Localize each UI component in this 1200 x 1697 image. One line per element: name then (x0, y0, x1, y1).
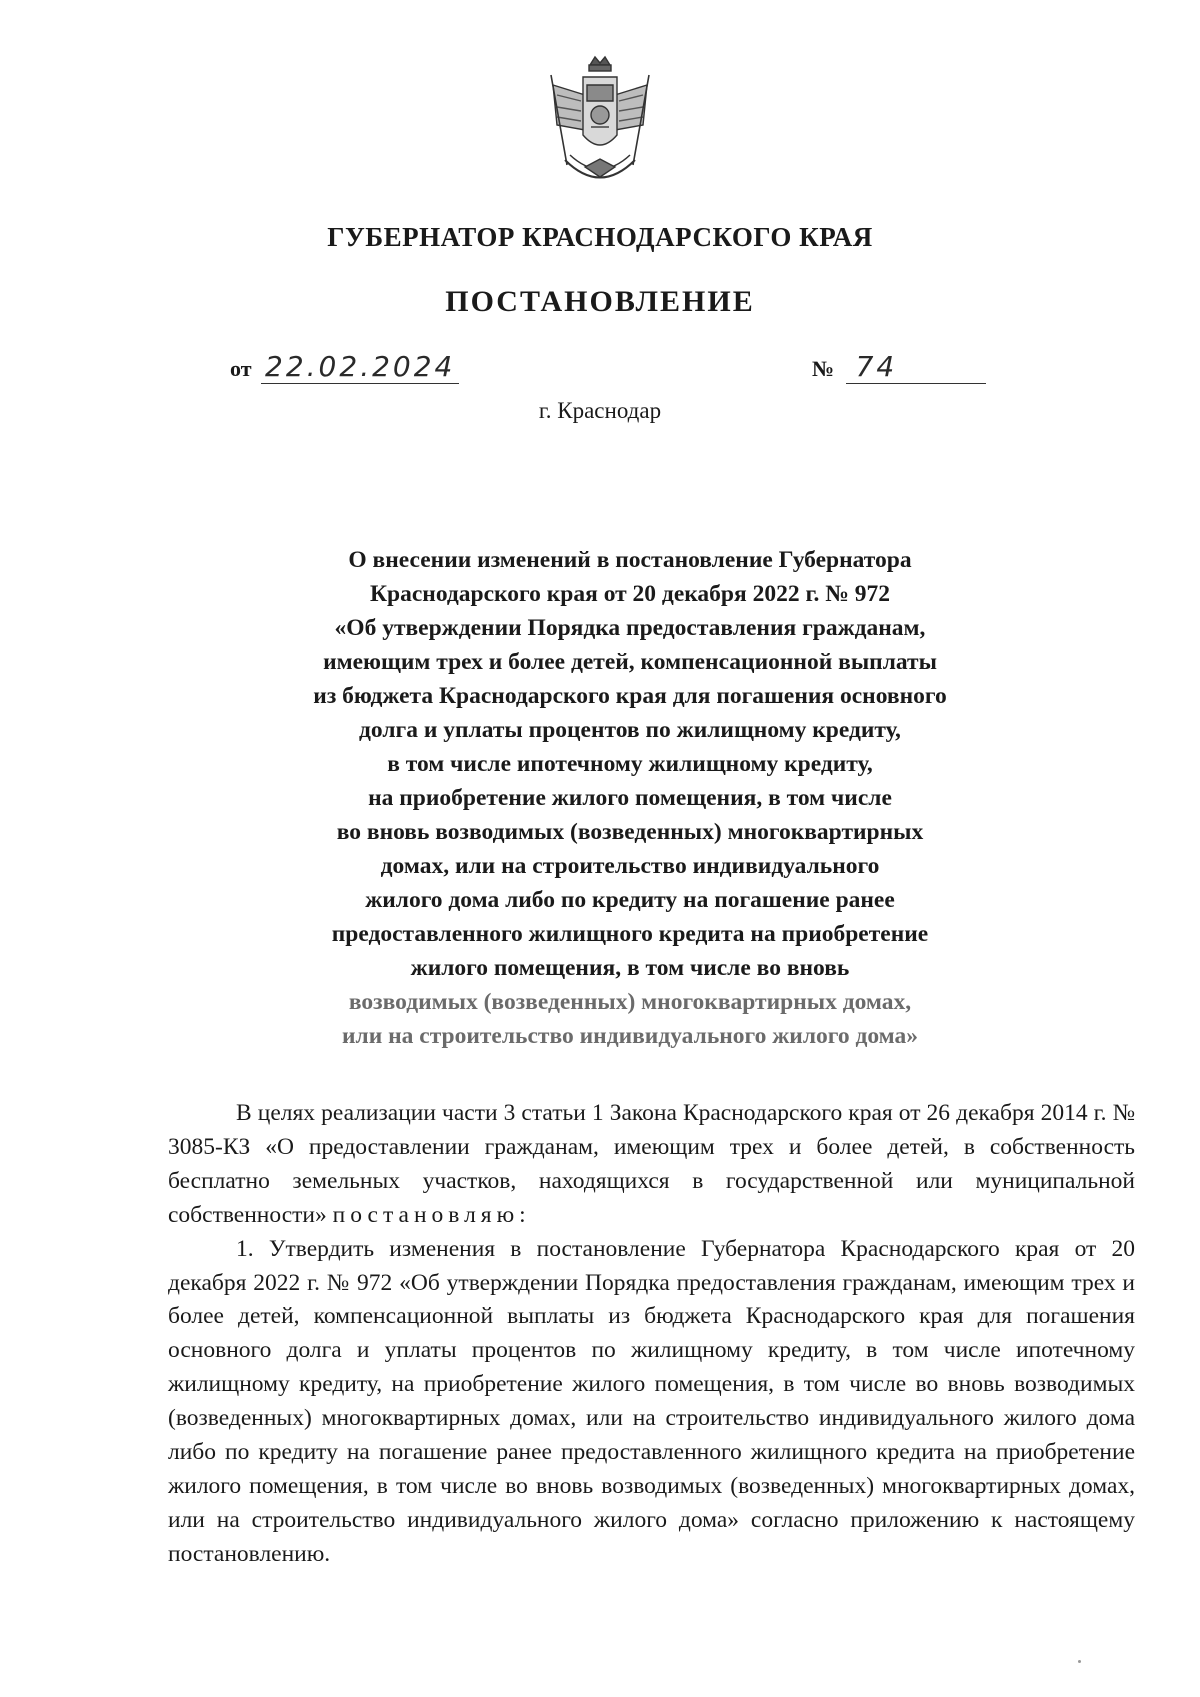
title-line: предоставленного жилищного кредита на приобретение (331, 921, 929, 947)
clause-1-paragraph: 1. Утвердить изменения в постановление Губернатора Краснодарского края от 20 декабря 2022 г. № 972 «Об утверждении Порядка предоставления гражданам, имеющим трех и более детей, компенсационной выплаты из бюджета Краснодарского края для погашения основного долга и уплаты процентов по жилищному кредиту, в том числе ипотечному жилищному кредиту, на приобретение жилого помещения, в том числе во вновь возводимых (возведенных) многоквартирных домах, или на строительство индивидуального жилого дома либо по кредиту на погашение ранее предоставленного жилищного кредита на приобретение жилого помещения, в том числе во вновь возводимых (возведенных) многоквартирных домах, или на строительство индивидуального жилого дома» согласно приложению к настоящему постановлению. (168, 1235, 1135, 1567)
title-line: в том числе ипотечному жилищному кредиту, (387, 751, 873, 777)
document-title (230, 543, 1030, 1053)
coat-of-arms-graphic (545, 55, 655, 195)
title-line: или на строительство индивидуального жилого дома» (341, 1023, 919, 1049)
handwritten-number: 74 (846, 350, 986, 384)
document-body (168, 1097, 1135, 1572)
preamble-text: В целях реализации части 3 статьи 1 Закона Краснодарского края от 26 декабря 2014 г. № 3085-КЗ «О предоставлении гражданам, имеющим трех и более детей, в собственность бесплатно земельных участков, находящихся в государственной или муниципальной собственности» (168, 1100, 1135, 1228)
coat-of-arms-icon (545, 55, 655, 195)
title-line: жилого дома либо по кредиту на погашение ранее (365, 887, 895, 913)
handwritten-date: 22.02.2024 (261, 350, 459, 384)
date-prefix: от (230, 356, 252, 381)
title-line: О внесении изменений в постановление Губернатора (348, 547, 912, 573)
number-line (812, 350, 986, 384)
title-line: возводимых (возведенных) многоквартирных домах, (348, 989, 912, 1015)
title-line: жилого помещения, в том числе во вновь (410, 955, 850, 981)
number-prefix: № (812, 356, 835, 381)
city: г. Краснодар (538, 398, 662, 423)
title-line: Краснодарского края от 20 декабря 2022 г. № 972 (370, 581, 890, 607)
title-line: домах, или на строительство индивидуального (380, 853, 880, 879)
document-type: ПОСТАНОВЛЕНИЕ (445, 285, 755, 318)
title-line: во вновь возводимых (возведенных) многоквартирных (336, 819, 924, 845)
title-line: «Об утверждении Порядка предоставления гражданам, (334, 615, 926, 641)
title-line: из бюджета Краснодарского края для погашения основного (313, 683, 947, 709)
decree-word: постановляю: (332, 1201, 531, 1228)
issuing-authority: ГУБЕРНАТОР КРАСНОДАРСКОГО КРАЯ (327, 222, 873, 252)
scan-speck (1078, 1660, 1081, 1663)
title-line: имеющим трех и более детей, компенсационной выплаты (323, 649, 937, 675)
title-line: долга и уплаты процентов по жилищному кредиту, (359, 717, 901, 743)
title-line: на приобретение жилого помещения, в том числе (368, 785, 892, 811)
preamble-paragraph (168, 1097, 1135, 1233)
date-line (230, 350, 459, 384)
